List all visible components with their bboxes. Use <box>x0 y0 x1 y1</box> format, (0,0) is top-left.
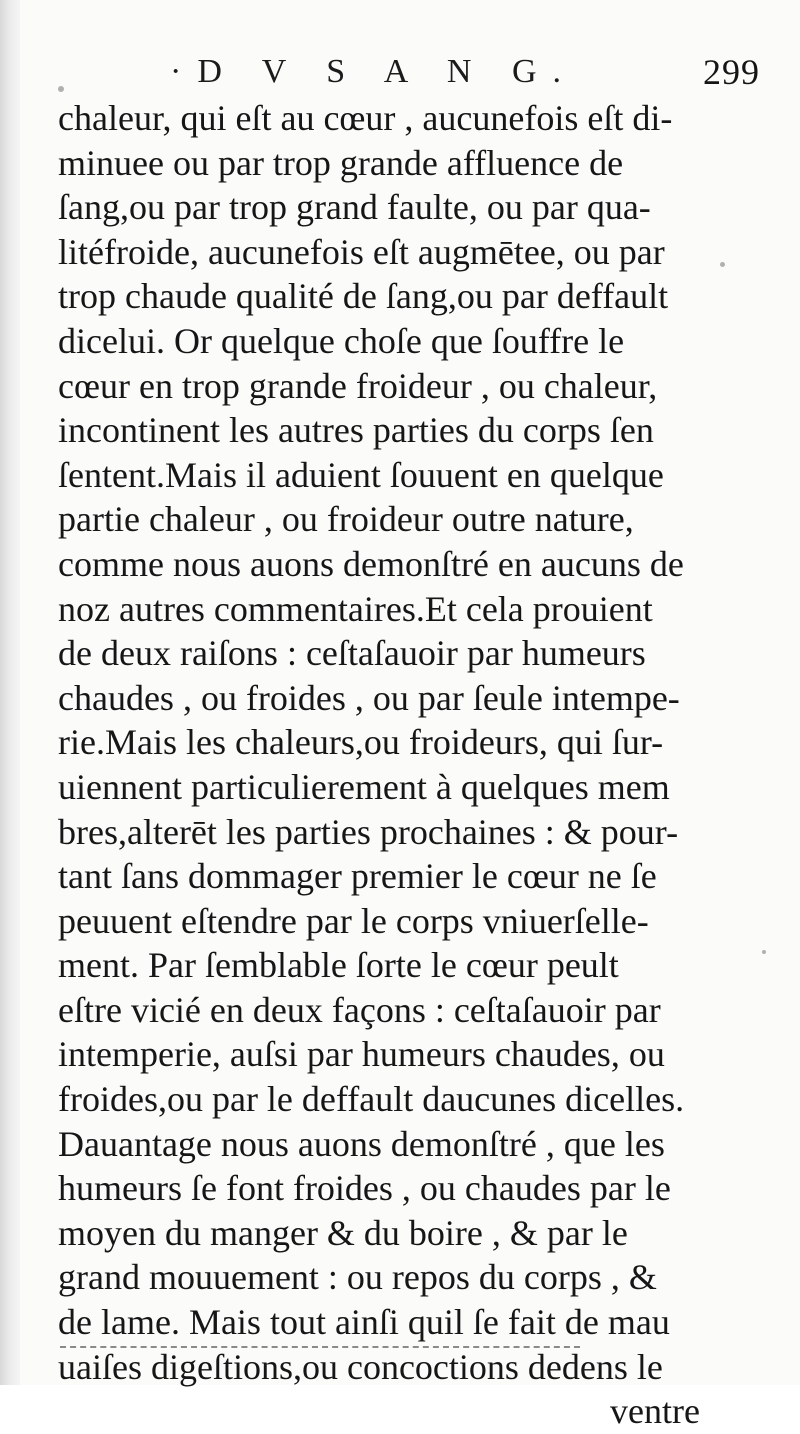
text-line: intemperie, auſsi par humeurs chaudes, ou <box>58 1034 665 1075</box>
text-line: eſtre vicié en deux façons : ceſtaſauoir par <box>58 989 661 1030</box>
text-line: ſentent.Mais il aduient ſouuent en quelque <box>58 454 664 495</box>
text-line: de deux raiſons : ceſtaſauoir par humeurs <box>58 633 646 674</box>
text-line: tant ſans dommager premier le cœur ne ſe <box>58 856 657 897</box>
text-line: chaleur, qui eſt au cœur , aucunefois eſt di- <box>58 98 673 138</box>
text-line: ſang,ou par trop grand faulte, ou par qua- <box>58 187 651 228</box>
text-line: bres,alterēt les parties prochaines : & pour- <box>58 811 679 852</box>
text-line: dicelui. Or quelque choſe que ſouffre le <box>58 320 625 361</box>
text-line: litéfroide, aucunefois eſt augmētee, ou par <box>58 231 665 272</box>
text-line: grand mouuement : ou repos du corps , & <box>58 1257 657 1298</box>
body-text <box>58 96 708 1434</box>
text-line: cœur en trop grande froideur , ou chaleur, <box>58 365 658 406</box>
text-line: uiennent particulierement à quelques mem <box>58 766 670 807</box>
text-line: incontinent les autres parties du corps ſen <box>58 410 654 451</box>
text-line: trop chaude qualité de ſang,ou par deffault <box>58 276 669 317</box>
text-line: comme nous auons demonſtré en aucuns de <box>58 543 684 584</box>
ink-speck <box>720 262 725 267</box>
text-line: rie.Mais les chaleurs,ou froideurs, qui ſur- <box>58 722 664 763</box>
text-line: ment. Par ſemblable ſorte le cœur peult <box>58 945 619 986</box>
text-line: minuee ou par trop grande affluence de <box>58 142 624 183</box>
text-line: Dauantage nous auons demonſtré , que les <box>58 1123 665 1164</box>
running-title: ·D V S A N G. <box>170 53 578 90</box>
text-line: de lame. Mais tout ainſi quil ſe fait de mau <box>58 1302 670 1343</box>
bottom-rule <box>60 1346 580 1348</box>
catchword: ventre <box>610 1391 700 1432</box>
page-header <box>170 50 760 94</box>
text-line: uaiſes digeſtions,ou concoctions dedens le <box>58 1346 663 1387</box>
page-number: 299 <box>703 52 760 92</box>
book-page <box>20 0 800 1432</box>
ink-speck <box>58 86 64 92</box>
text-line: noz autres commentaires.Et cela prouient <box>58 588 653 629</box>
text-line: chaudes , ou froides , ou par ſeule intempe- <box>58 677 680 718</box>
ink-speck <box>762 950 766 954</box>
text-line: froides,ou par le deffault daucunes dicelles. <box>58 1079 685 1120</box>
text-line: moyen du manger & du boire , & par le <box>58 1212 628 1253</box>
text-line: partie chaleur , ou froideur outre nature, <box>58 499 634 540</box>
text-line: humeurs ſe font froides , ou chaudes par le <box>58 1168 671 1209</box>
text-line: peuuent eſtendre par le corps vniuerſelle- <box>58 900 649 941</box>
